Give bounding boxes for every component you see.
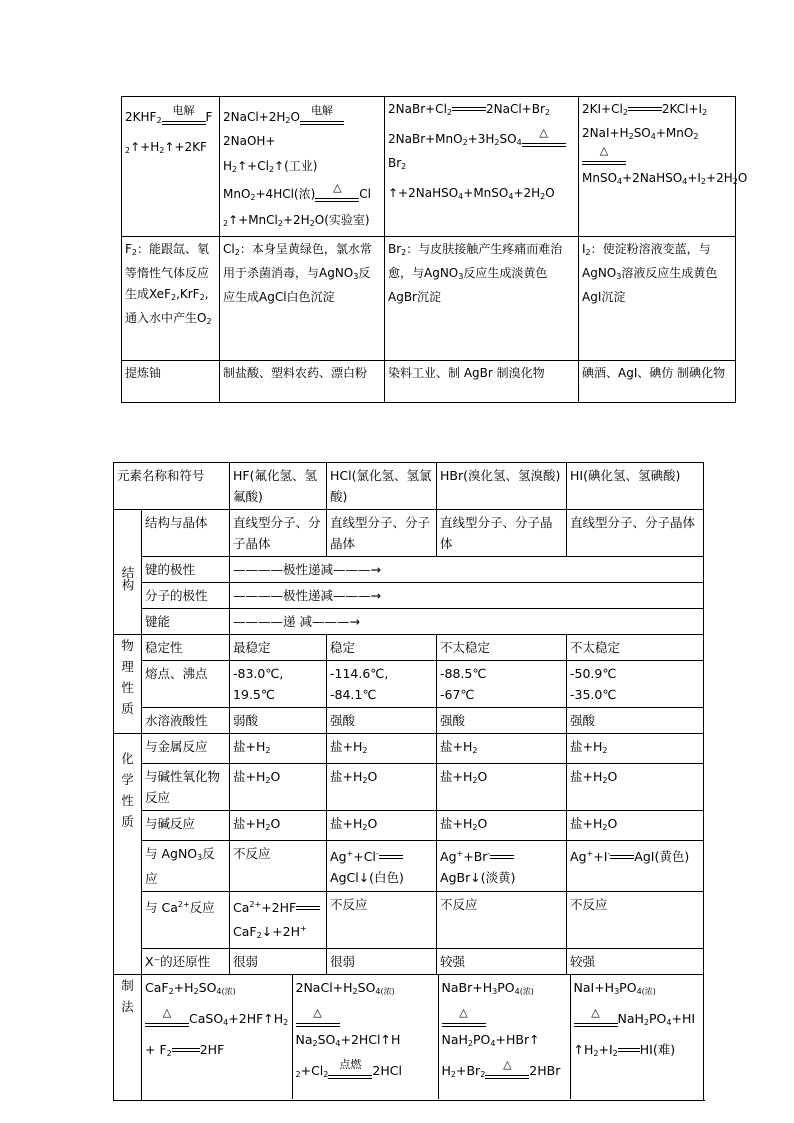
prep-hf: $CaF_2+H_2SO_{4(浓)}$ △ $CaSO_4+2HF↑H_2$ + $F_2$ 2HF [142, 975, 292, 1099]
row-label: 熔点、沸点 [142, 661, 230, 708]
cell: 直线型分子、分子晶体 [230, 510, 327, 557]
table-header-row [114, 463, 704, 510]
table-row [114, 609, 704, 635]
cell: 稳定 [327, 635, 437, 661]
table-row [114, 811, 704, 841]
cell: -83.0℃, 19.5℃ [230, 661, 327, 708]
table-row [122, 97, 736, 237]
cell: 强酸 [437, 708, 567, 734]
row-label: 稳定性 [142, 635, 230, 661]
table-row [114, 557, 704, 583]
cell: -114.6℃, -84.1℃ [327, 661, 437, 708]
cell: 盐$+H_2$ [567, 734, 704, 764]
header-element: 元素名称和符号 [114, 463, 230, 510]
table-row [114, 635, 704, 661]
row-label: 结构与晶体 [142, 510, 230, 557]
table-row [114, 841, 704, 892]
table-row [114, 734, 704, 764]
cell: 不反应 [327, 892, 437, 949]
row-label: X⁻的还原性 [142, 949, 230, 975]
table-row [122, 361, 736, 403]
cell: 不反应 [437, 892, 567, 949]
cell: 盐$+H_2O$ [327, 764, 437, 811]
cell: 盐$+H_2O$ [230, 811, 327, 841]
table-row [114, 661, 704, 708]
table-row [114, 975, 704, 1101]
row-label: 分子的极性 [142, 583, 230, 609]
preparation-br2-cell: $2NaBr+Cl_2$ $2NaCl+Br_2$ $2NaBr+MnO_2+3H_2SO_4$ △ $Br_2$ $↑+2NaHSO_4+MnSO_4+2H_2O$ [385, 97, 579, 237]
property-i2-cell: $I_2$：使淀粉溶液变蓝，与AgNO$_3$溶液反应生成黄色AgI沉淀 [579, 237, 736, 361]
property-br2-cell: $Br_2$：与皮肤接触产生疼痛而难治愈，与AgNO$_3$反应生成淡黄色AgBr沉淀 [385, 237, 579, 361]
row-label: 与碱性氧化物反应 [142, 764, 230, 811]
halogen-properties-table [121, 96, 748, 403]
cell: 强酸 [327, 708, 437, 734]
header-hcl: HCl(氯化氢、氢氯酸) [327, 463, 437, 510]
cell: 盐$+H_2O$ [567, 764, 704, 811]
cell: 不太稳定 [437, 635, 567, 661]
cell: 弱酸 [230, 708, 327, 734]
prep-hbr: $NaBr+H_3PO_{4(浓)}$ △ $NaH_2PO_4+HBr↑$ $H_2+Br_2$ △ 2HBr [438, 975, 570, 1099]
preparation-cl2-cell: $2NaCl+2H_2O$ 电解 2NaOH+ $H_2↑+Cl_2↑$(工业) MnO$_2$+4HCl(浓) △ Cl $_2↑+MnCl_2+2H_2O$(实验室) [220, 97, 385, 237]
cell: 较强 [567, 949, 704, 975]
cell: 盐$+H_2O$ [230, 764, 327, 811]
group-prep: 制法 [114, 975, 142, 1101]
cell: Ag++Br-AgBr↓(淡黄) [437, 841, 567, 892]
row-label: 与金属反应 [142, 734, 230, 764]
table-row [122, 237, 736, 361]
row-label: 与 AgNO$_3$反应 [142, 841, 230, 892]
header-hbr: HBr(溴化氢、氢溴酸) [437, 463, 567, 510]
use-i2-cell: 碘酒、AgI、碘仿 制碘化物 [579, 361, 736, 403]
row-label: 与 $Ca^{2+}$反应 [142, 892, 230, 949]
cell: Ag++I- AgI(黄色) [567, 841, 704, 892]
cell: 不反应 [567, 892, 704, 949]
header-hi: HI(碘化氢、氢碘酸) [567, 463, 704, 510]
preparation-i2-cell: $2KI+Cl_2$ $2KCl+I_2$ $2NaI+H_2SO_4+MnO_2$ △ $MnSO_4+2NaHSO_4+I_2+2H_2O$ [579, 97, 736, 237]
cell: 最稳定 [230, 635, 327, 661]
prep-hi: $NaI+H_3PO_{4(浓)}$ △ $NaH_2PO_4+HI$ $↑H_2+I_2$ HI(难) [570, 975, 704, 1099]
trend-arrow: ————极性递减———→ [230, 557, 704, 583]
table-row [114, 892, 704, 949]
trend-arrow: ————极性递减———→ [230, 583, 704, 609]
group-structure: 结构 [114, 510, 142, 635]
cell: Ag++Cl-AgCl↓(白色) [327, 841, 437, 892]
table-row [114, 949, 704, 975]
prep-container [142, 975, 704, 1101]
prep-hcl: $2NaCl+H_2SO_{4(浓)}$ △ $Na_2SO_4+2HCl↑H$ $_2+Cl_2$ 点燃 2HCl [292, 975, 438, 1099]
hydrogen-halide-table [113, 462, 704, 1101]
cell: 盐$+H_2O$ [437, 764, 567, 811]
cell: 直线型分子、分子晶体 [327, 510, 437, 557]
use-cl2-cell: 制盐酸、塑料农药、漂白粉 [220, 361, 385, 403]
prep-subtable [142, 975, 704, 1099]
table-row [114, 583, 704, 609]
use-br2-cell: 染料工业、制 AgBr 制溴化物 [385, 361, 579, 403]
cell: 不反应 [230, 841, 327, 892]
group-chemical: 化学性质 [114, 734, 142, 975]
cell: -50.9℃ -35.0℃ [567, 661, 704, 708]
cell: 盐$+H_2$ [230, 734, 327, 764]
cell: 盐$+H_2$ [327, 734, 437, 764]
cell: 直线型分子、分子晶体 [567, 510, 704, 557]
cell: 直线型分子、分子晶体 [437, 510, 567, 557]
cell: 盐$+H_2O$ [567, 811, 704, 841]
cell: 很弱 [230, 949, 327, 975]
preparation-f2-cell: $2KHF_2$ 电解 F $_2↑+H_2↑+2KF$ [122, 97, 220, 237]
use-f2-cell: 提炼铀 [122, 361, 220, 403]
cell: 很弱 [327, 949, 437, 975]
table-row [142, 975, 704, 1099]
cell: 盐$+H_2O$ [327, 811, 437, 841]
trend-arrow: ————递 减———→ [230, 609, 704, 635]
cell: $Ca^{2+}+2HF$ CaF$_2$↓+2H+ [230, 892, 327, 949]
table-row [114, 764, 704, 811]
row-label: 与碱反应 [142, 811, 230, 841]
table-row [114, 510, 704, 557]
row-label: 键能 [142, 609, 230, 635]
header-hf: HF(氟化氢、氢氟酸) [230, 463, 327, 510]
cell: 不太稳定 [567, 635, 704, 661]
group-physical: 物理性质 [114, 635, 142, 734]
table-row [114, 708, 704, 734]
cell: 盐$+H_2$ [437, 734, 567, 764]
property-f2-cell: $F_2$：能跟氙、氡等惰性气体反应生成XeF$_2$,KrF$_2$,通入水中产生$O_2$ [122, 237, 220, 361]
row-label: 键的极性 [142, 557, 230, 583]
property-cl2-cell: $Cl_2$：本身呈黄绿色，氯水常用于杀菌消毒，与AgNO$_3$反应生成AgCl白色沉淀 [220, 237, 385, 361]
cell: 盐$+H_2O$ [437, 811, 567, 841]
cell: 较强 [437, 949, 567, 975]
cell: -88.5℃ -67℃ [437, 661, 567, 708]
row-label: 水溶液酸性 [142, 708, 230, 734]
cell: 强酸 [567, 708, 704, 734]
